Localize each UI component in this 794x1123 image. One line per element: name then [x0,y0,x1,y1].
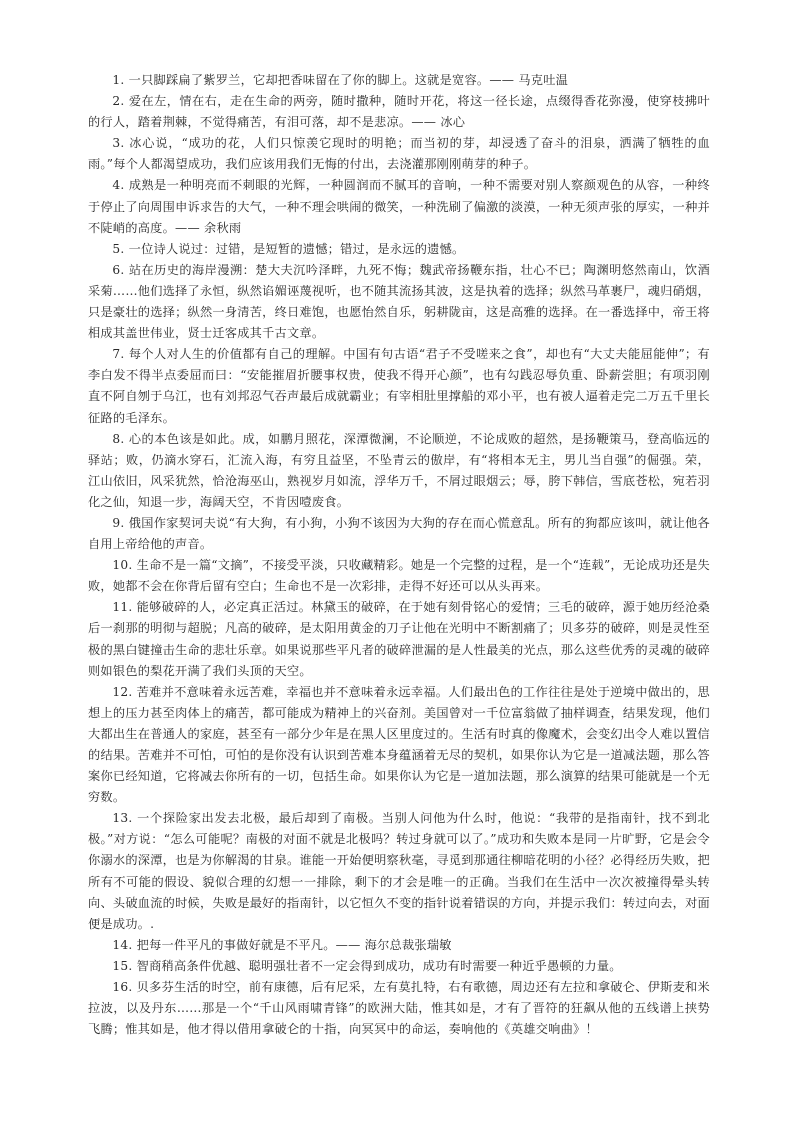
paragraph-12: 12. 苦难并不意味着永远苦难，幸福也并不意味着永远幸福。人们最出色的工作往往是处于逆境中做出的，思想上的压力甚至肉体上的痛苦，都可能成为精神上的兴奋剂。美国曾对一千位富翁做了抽样调查，结果发现，他们大都出生在普通人的家庭，甚至有一部分少年是在黑人区里度过的。生活有时真的像魔术，会变幻出令人难以置信的结果。苦难并不可怕，可怕的是你没有认识到苦难本身蕴涵着无尽的契机，如果你认为它是一道减法题，那么答案你已经知道，它将减去你所有的一切，包括生命。如果你认为它是一道加法题，那么演算的结果可能就是一个无穷数。 [88,684,710,805]
paragraph-11: 11. 能够破碎的人，必定真正活过。林黛玉的破碎，在于她有刻骨铭心的爱情；三毛的破碎，源于她历经沧桑后一刹那的明彻与超脱；凡高的破碎，是太阳用黄金的刀子让他在光明中不断割痛了；贝多芬的破碎，则是灵性至极的黑白键撞击生命的悲壮乐章。如果说那些平凡者的破碎泄漏的是人性最美的光点，那么这些优秀的灵魂的破碎则如银色的梨花开满了我们头顶的天空。 [88,600,710,678]
paragraph-16: 16. 贝多芬生活的时空，前有康德，后有尼采，左有莫扎特，右有歌德，周边还有左拉和拿破仑、伊斯麦和米拉波，以及丹东……那是一个“千山风雨啸青锋”的欧洲大陆，惟其如是，才有了晋符的狂飙从他的五线谱上挟势飞腾；惟其如是，他才得以借用拿破仑的十指，向冥冥中的命运，奏响他的《英雄交响曲》！ [88,980,710,1037]
paragraph-6: 6. 站在历史的海岸漫溯：楚大夫沉吟泽畔，九死不悔；魏武帝扬鞭东指，壮心不已；陶渊明悠然南山，饮酒采菊……他们选择了永恒，纵然谄媚诬蔑视听，也不随其流扬其波，这是执着的选择；纵然马革裹尸，魂归硝烟，只是豪壮的选择；纵然一身清苦，终日难饱，也愿怡然自乐，躬耕陇亩，这是高雅的选择。在一番选择中，帝王将相成其盖世伟业，贤士迁客成其千古文章。 [88,262,710,341]
paragraph-3: 3. 冰心说，“成功的花，人们只惊羡它现时的明艳；而当初的芽，却浸透了奋斗的泪泉，洒满了牺牲的血雨。”每个人都渴望成功，我们应该用我们无悔的付出，去浇灌那刚刚萌芽的种子。 [88,136,710,172]
paragraph-13: 13. 一个探险家出发去北极，最后却到了南极。当别人问他为什么时，他说：“我带的是指南针，找不到北极。”对方说：“怎么可能呢？南极的对面不就是北极吗？转过身就可以了。”成功和失败本是同一片旷野，它是会令你溺水的深潭，也是为你解渴的甘泉。谁能一开始便明察秋毫，寻觅到那通往柳暗花明的小径？必得经历失败，把所有不可能的假设、貌似合理的幻想一一排除，剩下的才会是唯一的正确。当我们在生活中一次次被撞得晕头转向、头破血流的时候，失败是最好的指南针，以它恒久不变的指针说着错误的方向，并提示我们：转过向去，对面便是成功。. [88,811,710,931]
paragraph-10: 10. 生命不是一篇“文摘”，不接受平淡，只收藏精彩。她是一个完整的过程，是一个“连载”，无论成功还是失败，她都不会在你背后留有空白；生命也不是一次彩排，走得不好还可以从头再来。 [88,558,710,594]
paragraph-9: 9. 俄国作家契诃夫说“有大狗，有小狗，小狗不该因为大狗的存在而心慌意乱。所有的狗都应该叫，就让他各自用上帝给他的声音。 [88,515,710,552]
paragraph-15: 15. 智商稍高条件优越、聪明强壮者不一定会得到成功，成功有时需要一种近乎愚顿的力量。 [112,958,622,973]
paragraph-5: 5. 一位诗人说过：过错，是短暂的遗憾；错过，是永远的遗憾。 [112,241,465,256]
paragraph-8: 8. 心的本色该是如此。成，如鹏月照花，深潭微澜，不论顺逆，不论成败的超然，是扬鞭策马，登高临远的驿站；败，仍滴水穿石，汇流入海，有穷且益坚，不坠青云的傲岸，有“将相本无主，男儿当自强”的倔强。荣，江山依旧，风采犹然，恰沧海巫山，熟视岁月如流，浮华万千，不屑过眼烟云；辱，胯下韩信，雪底苍松，宛若羽化之仙，知退一步，海阔天空，不肯因噎废食。 [88,431,710,509]
paragraph-14: 14. 把每一件平凡的事做好就是不平凡。—— 海尔总裁张瑞敏 [112,937,452,952]
paragraph-4: 4. 成熟是一种明亮而不刺眼的光辉，一种圆润而不腻耳的音响，一种不需要对别人察颜观色的从容，一种终于停止了向周围申诉求告的大气，一种不理会哄闹的微笑，一种洗刷了偏激的淡漠，一种无须声张的厚实，一种并不陡峭的高度。—— 余秋雨 [88,178,710,235]
paragraph-7: 7. 每个人对人生的价值都有自己的理解。中国有句古语“君子不受嗟来之食”，却也有“大丈夫能屈能伸”；有李白发不得半点委屈而曰：“安能摧眉折腰事权贵，使我不得开心颜”，也有勾践忍辱负重、卧薪尝胆；有项羽刚直不阿自刎于乌江，也有刘邦忍气吞声最后成就霸业；有宰相肚里撑船的邓小平，也有被人逼着走完二万五千里长征路的毛泽东。 [88,347,710,425]
document-body [88,70,710,1040]
paragraph-2: 2. 爱在左，情在右，走在生命的两旁，随时撒种，随时开花，将这一径长途，点缀得香花弥漫，使穿枝拂叶的行人，踏着荆棘，不觉得痛苦，有泪可落，却不是悲凉。—— 冰心 [88,94,710,130]
paragraph-1: 1. 一只脚踩扁了紫罗兰，它却把香味留在了你的脚上。这就是宽容。—— 马克吐温 [112,73,569,87]
